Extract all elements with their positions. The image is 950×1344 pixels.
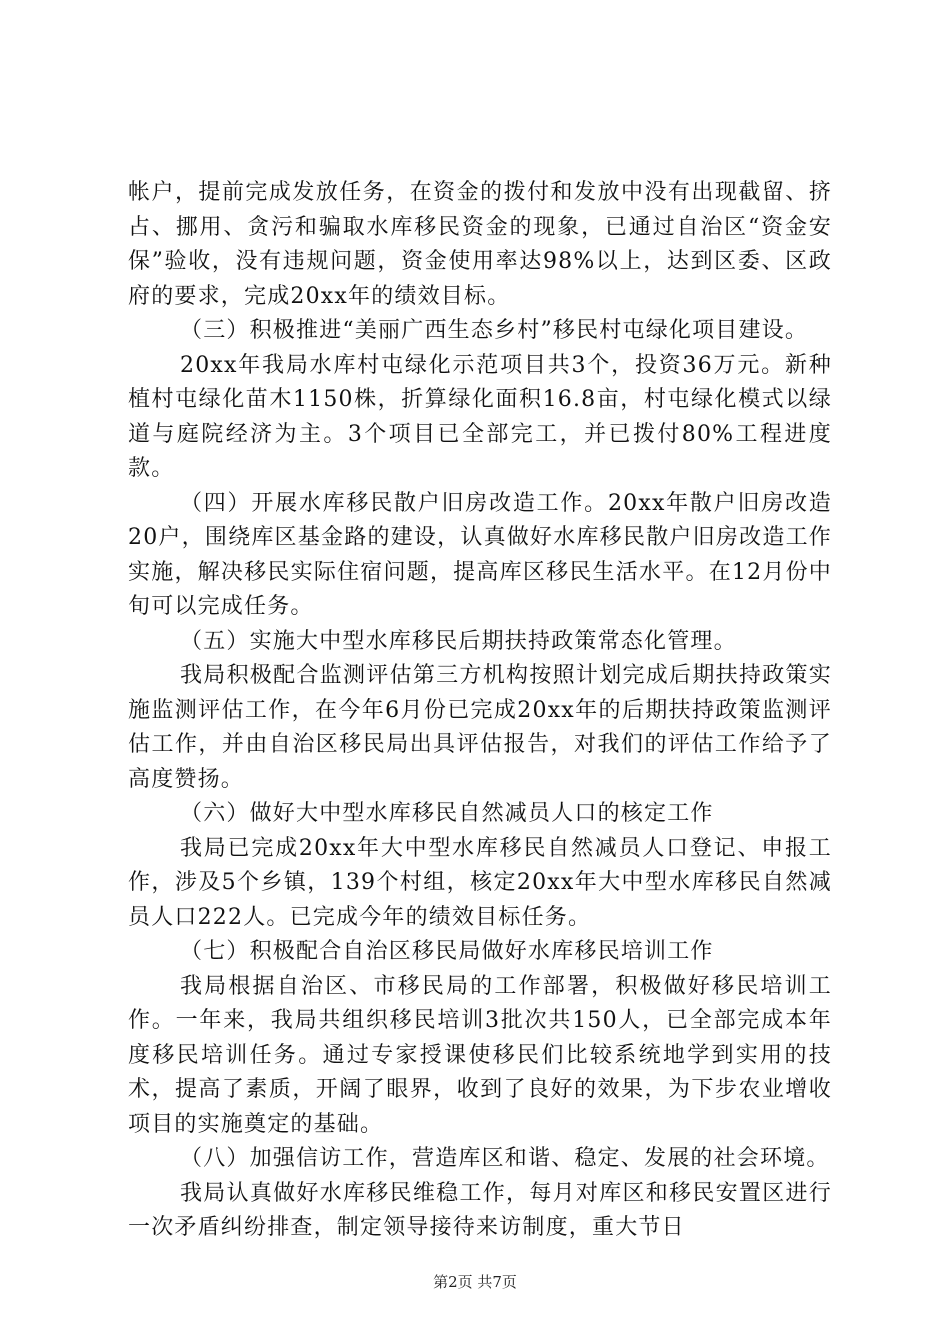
section-heading: （六）做好大中型水库移民自然减员人口的核定工作 [180, 801, 714, 826]
paragraph: 我局根据自治区、市移民局的工作部署，积极做好移民培训工作。一年来，我局共组织移民培训3批次共150人，已全部完成本年度移民培训任务。通过专家授课使移民们比较系统地学到实用的技术，提高了素质，开阔了眼界，收到了良好的效果，为下步农业增收项目的实施奠定的基础。 [128, 973, 832, 1137]
section-heading: （三）积极推进“美丽广西生态乡村”移民村屯绿化项目建设。 [180, 318, 809, 343]
section-heading: （七）积极配合自治区移民局做好水库移民培训工作 [180, 939, 714, 964]
section-heading: （八）加强信访工作，营造库区和谐、稳定、发展的社会环境。 [180, 1146, 830, 1171]
paragraph: 帐户，提前完成发放任务，在资金的拨付和发放中没有出现截留、挤占、挪用、贪污和骗取水库移民资金的现象，已通过自治区“资金安保”验收，没有违规问题，资金使用率达98%以上，达到区委、区政府的要求，完成20xx年的绩效目标。 [128, 180, 832, 309]
document-body [128, 176, 832, 1246]
paragraph: 20xx年我局水库村屯绿化示范项目共3个，投资36万元。新种植村屯绿化苗木1150株，折算绿化面积16.8亩，村屯绿化模式以绿道与庭院经济为主。3个项目已全部完工，并已拨付80%工程进度款。 [128, 352, 832, 481]
paragraph: 我局认真做好水库移民维稳工作，每月对库区和移民安置区进行一次矛盾纠纷排查，制定领导接待来访制度，重大节日 [128, 1180, 832, 1240]
page-footer: 第2页 共7页 [433, 1273, 517, 1291]
section-heading: （五）实施大中型水库移民后期扶持政策常态化管理。 [180, 628, 737, 654]
section-heading: （四）开展水库移民散户旧房改造工作。20xx年散户旧房改造20户，围绕库区基金路的建设，认真做好水库移民散户旧房改造工作实施，解决移民实际住宿问题，提高库区移民生活水平。在12月份中旬可以完成任务。 [128, 490, 832, 619]
paragraph: 我局已完成20xx年大中型水库移民自然减员人口登记、申报工作，涉及5个乡镇，139个村组，核定20xx年大中型水库移民自然减员人口222人。已完成今年的绩效目标任务。 [128, 835, 832, 930]
paragraph: 我局积极配合监测评估第三方机构按照计划完成后期扶持政策实施监测评估工作，在今年6月份已完成20xx年的后期扶持政策监测评估工作，并由自治区移民局出具评估报告，对我们的评估工作给予了高度赞扬。 [128, 663, 832, 792]
